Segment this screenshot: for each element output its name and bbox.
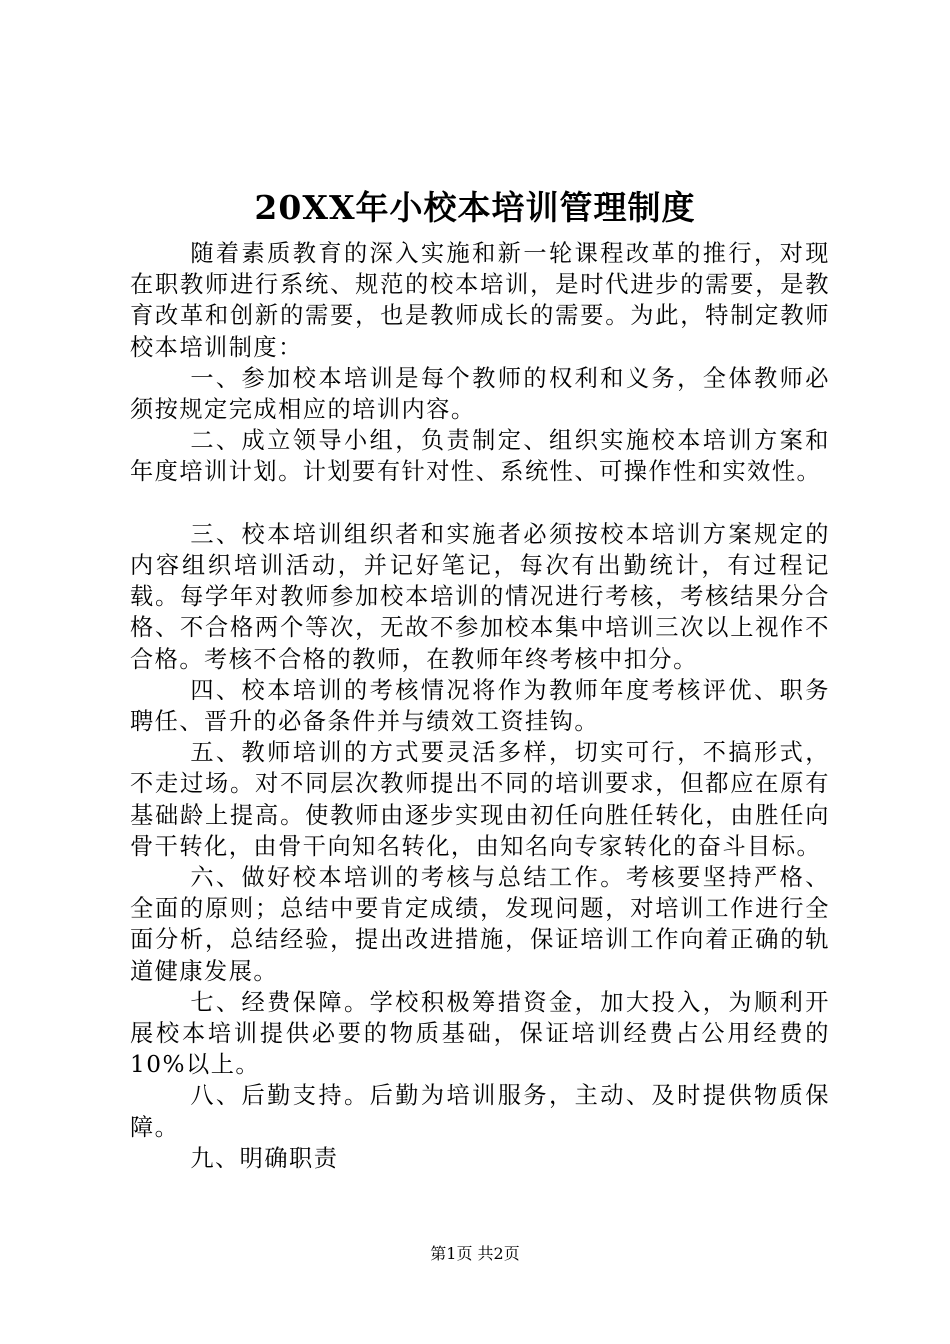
paragraph-item-5: 五、教师培训的方式要灵活多样，切实可行，不搞形式，不走过场。对不同层次教师提出不同的培训要求，但都应在原有基础龄上提高。使教师由逐步实现由初任向胜任转化，由胜任向骨干转化，由骨干向知名转化，由知名向专家转化的奋斗目标。 (130, 739, 830, 860)
paragraph-item-9: 九、明确职责 (190, 1144, 339, 1172)
document-body (130, 238, 830, 1174)
page-footer: 第1页 共2页 (430, 1244, 520, 1263)
paragraph-item-7: 七、经费保障。学校积极筹措资金，加大投入，为顺利开展校本培训提供必要的物质基础，保证培训经费占公用经费的10%以上。 (130, 988, 830, 1079)
document-title: 20XX年小校本培训管理制度 (254, 188, 696, 227)
paragraph-intro: 随着素质教育的深入实施和新一轮课程改革的推行，对现在职教师进行系统、规范的校本培训，是时代进步的需要，是教育改革和创新的需要，也是教师成长的需要。为此，特制定教师校本培训制度： (130, 240, 830, 361)
paragraph-item-4: 四、校本培训的考核情况将作为教师年度考核评优、职务聘任、晋升的必备条件并与绩效工资挂钩。 (130, 676, 830, 736)
paragraph-item-6: 六、做好校本培训的考核与总结工作。考核要坚持严格、全面的原则；总结中要肯定成绩，发现问题，对培训工作进行全面分析，总结经验，提出改进措施，保证培训工作向着正确的轨道健康发展。 (130, 864, 830, 985)
paragraph-item-3: 三、校本培训组织者和实施者必须按校本培训方案规定的内容组织培训活动，并记好笔记，每次有出勤统计，有过程记载。每学年对教师参加校本培训的情况进行考核，考核结果分合格、不合格两个等次，无故不参加校本集中培训三次以上视作不合格。考核不合格的教师，在教师年终考核中扣分。 (130, 520, 830, 673)
paragraph-item-1: 一、参加校本培训是每个教师的权利和义务，全体教师必须按规定完成相应的培训内容。 (130, 364, 830, 424)
paragraph-item-2: 二、成立领导小组，负责制定、组织实施校本培训方案和年度培训计划。计划要有针对性、系统性、可操作性和实效性。 (130, 427, 830, 486)
paragraph-item-8: 八、后勤支持。后勤为培训服务，主动、及时提供物质保障。 (130, 1082, 830, 1141)
